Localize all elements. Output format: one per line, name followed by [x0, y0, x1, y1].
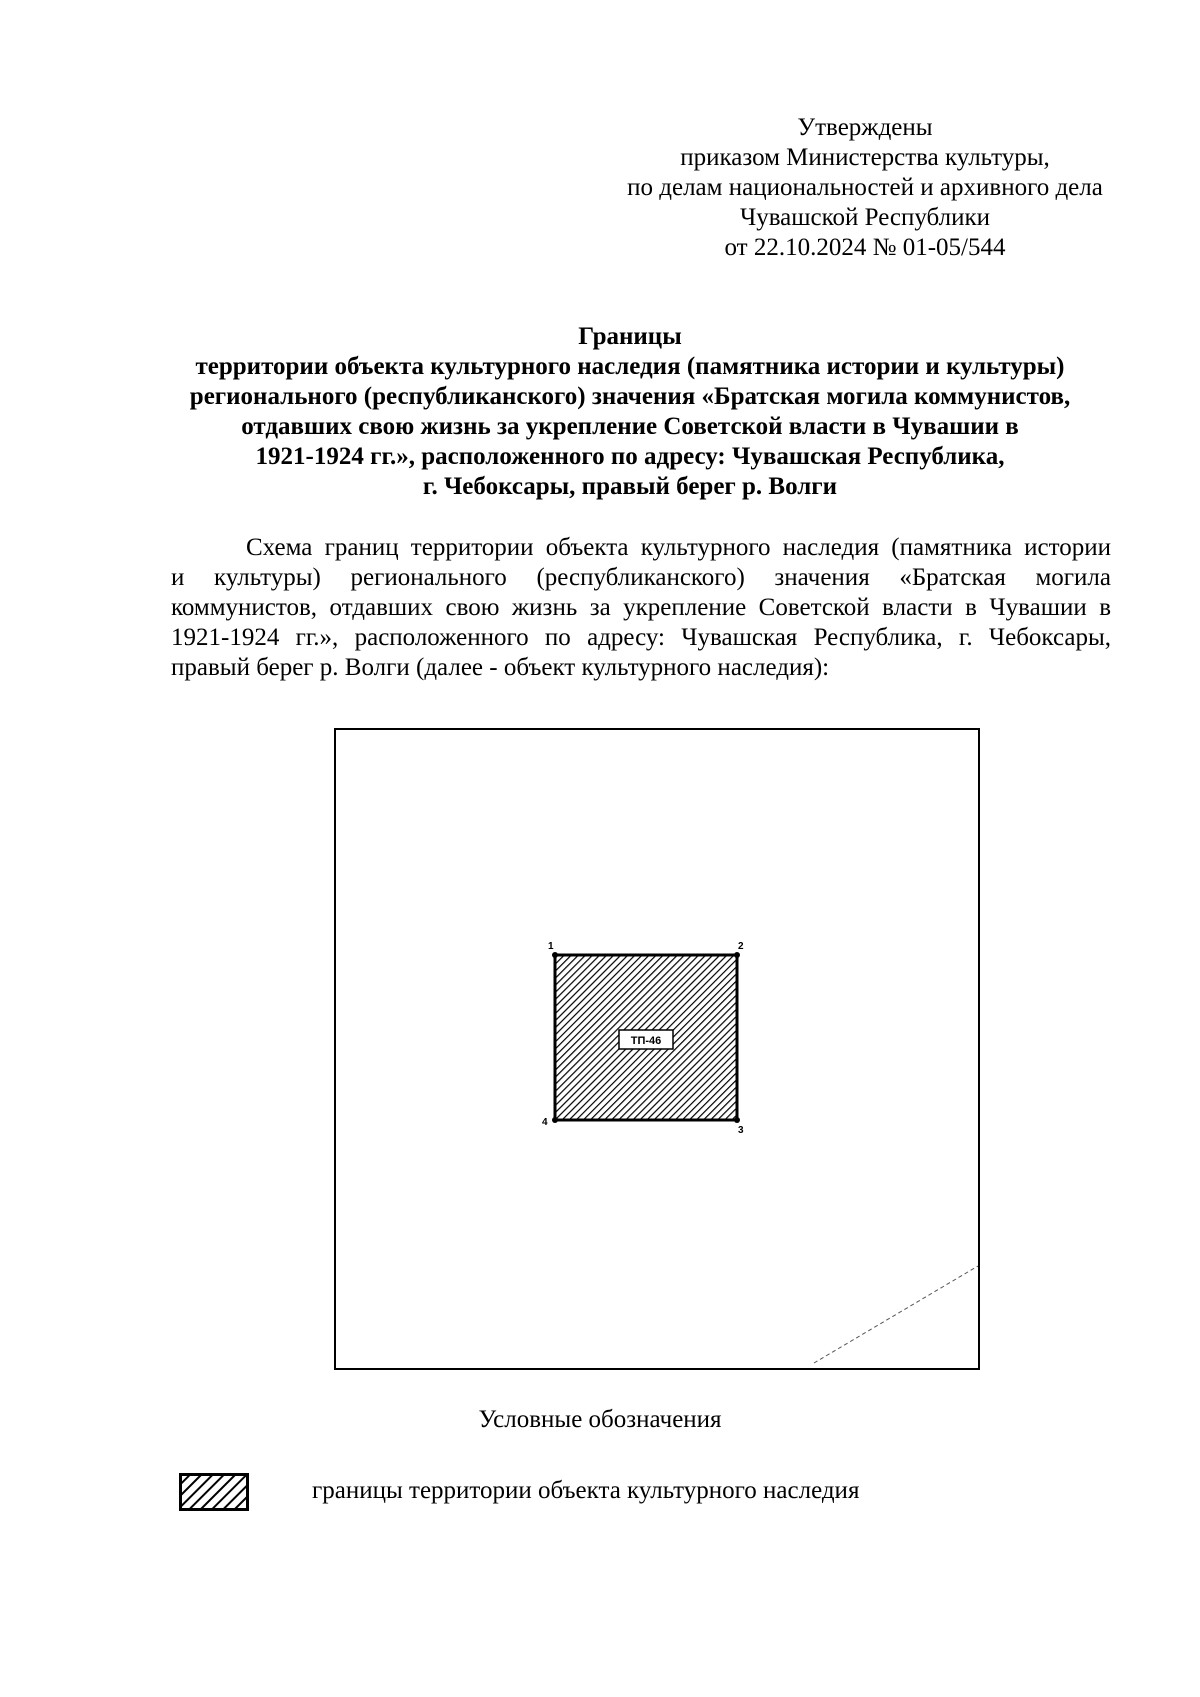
- title-line: Границы: [578, 323, 682, 350]
- scheme-drawing: [336, 730, 978, 1368]
- intro-line: правый берег р. Волги (далее - объект культурного наследия):: [171, 654, 830, 681]
- dashed-boundary-line: [814, 1266, 978, 1363]
- intro-line: 1921-1924 гг.», расположенного по адресу: Чувашская Республика, г. Чебоксары,: [171, 624, 1111, 651]
- intro-paragraph: [171, 533, 1111, 683]
- legend-hatch-swatch: [179, 1473, 249, 1511]
- boundary-scheme: [334, 728, 980, 1370]
- approval-line: от 22.10.2024 № 01-05/544: [724, 234, 1006, 261]
- intro-line: и культуры) регионального (республиканского) значения «Братская могила: [171, 564, 1111, 591]
- approval-stamp: [600, 113, 1130, 263]
- legend-item-label: границы территории объекта культурного наследия: [312, 1477, 860, 1504]
- title-line: 1921-1924 гг.», расположенного по адресу: Чувашская Республика,: [255, 443, 1005, 470]
- approval-line: приказом Министерства культуры,: [680, 144, 1050, 171]
- approval-line: Чувашской Республики: [739, 204, 991, 231]
- title-line: территории объекта культурного наследия (памятника истории и культуры): [195, 353, 1065, 380]
- document-title: [150, 322, 1110, 502]
- intro-line: коммунистов, отдавших свою жизнь за укрепление Советской власти в Чувашии в: [171, 594, 1111, 621]
- approval-line: Утверждены: [797, 114, 933, 141]
- boundary-point: [734, 1117, 740, 1123]
- approval-line: по делам национальностей и архивного дела: [627, 174, 1103, 201]
- boundary-point: [552, 952, 558, 958]
- title-line: г. Чебоксары, правый берег р. Волги: [422, 473, 838, 500]
- point-label-3: 3: [738, 1125, 744, 1136]
- title-line: регионального (республиканского) значения «Братская могила коммунистов,: [189, 383, 1071, 410]
- boundary-point: [552, 1117, 558, 1123]
- boundary-point: [734, 952, 740, 958]
- legend-title: Условные обозначения: [478, 1406, 722, 1433]
- point-label-2: 2: [738, 941, 744, 952]
- title-line: отдавших свою жизнь за укрепление Советской власти в Чувашии в: [241, 413, 1019, 440]
- point-label-4: 4: [542, 1117, 548, 1128]
- intro-line: Схема границ территории объекта культурного наследия (памятника истории: [246, 534, 1111, 561]
- object-label: ТП-46: [630, 1035, 662, 1047]
- point-label-1: 1: [548, 941, 554, 952]
